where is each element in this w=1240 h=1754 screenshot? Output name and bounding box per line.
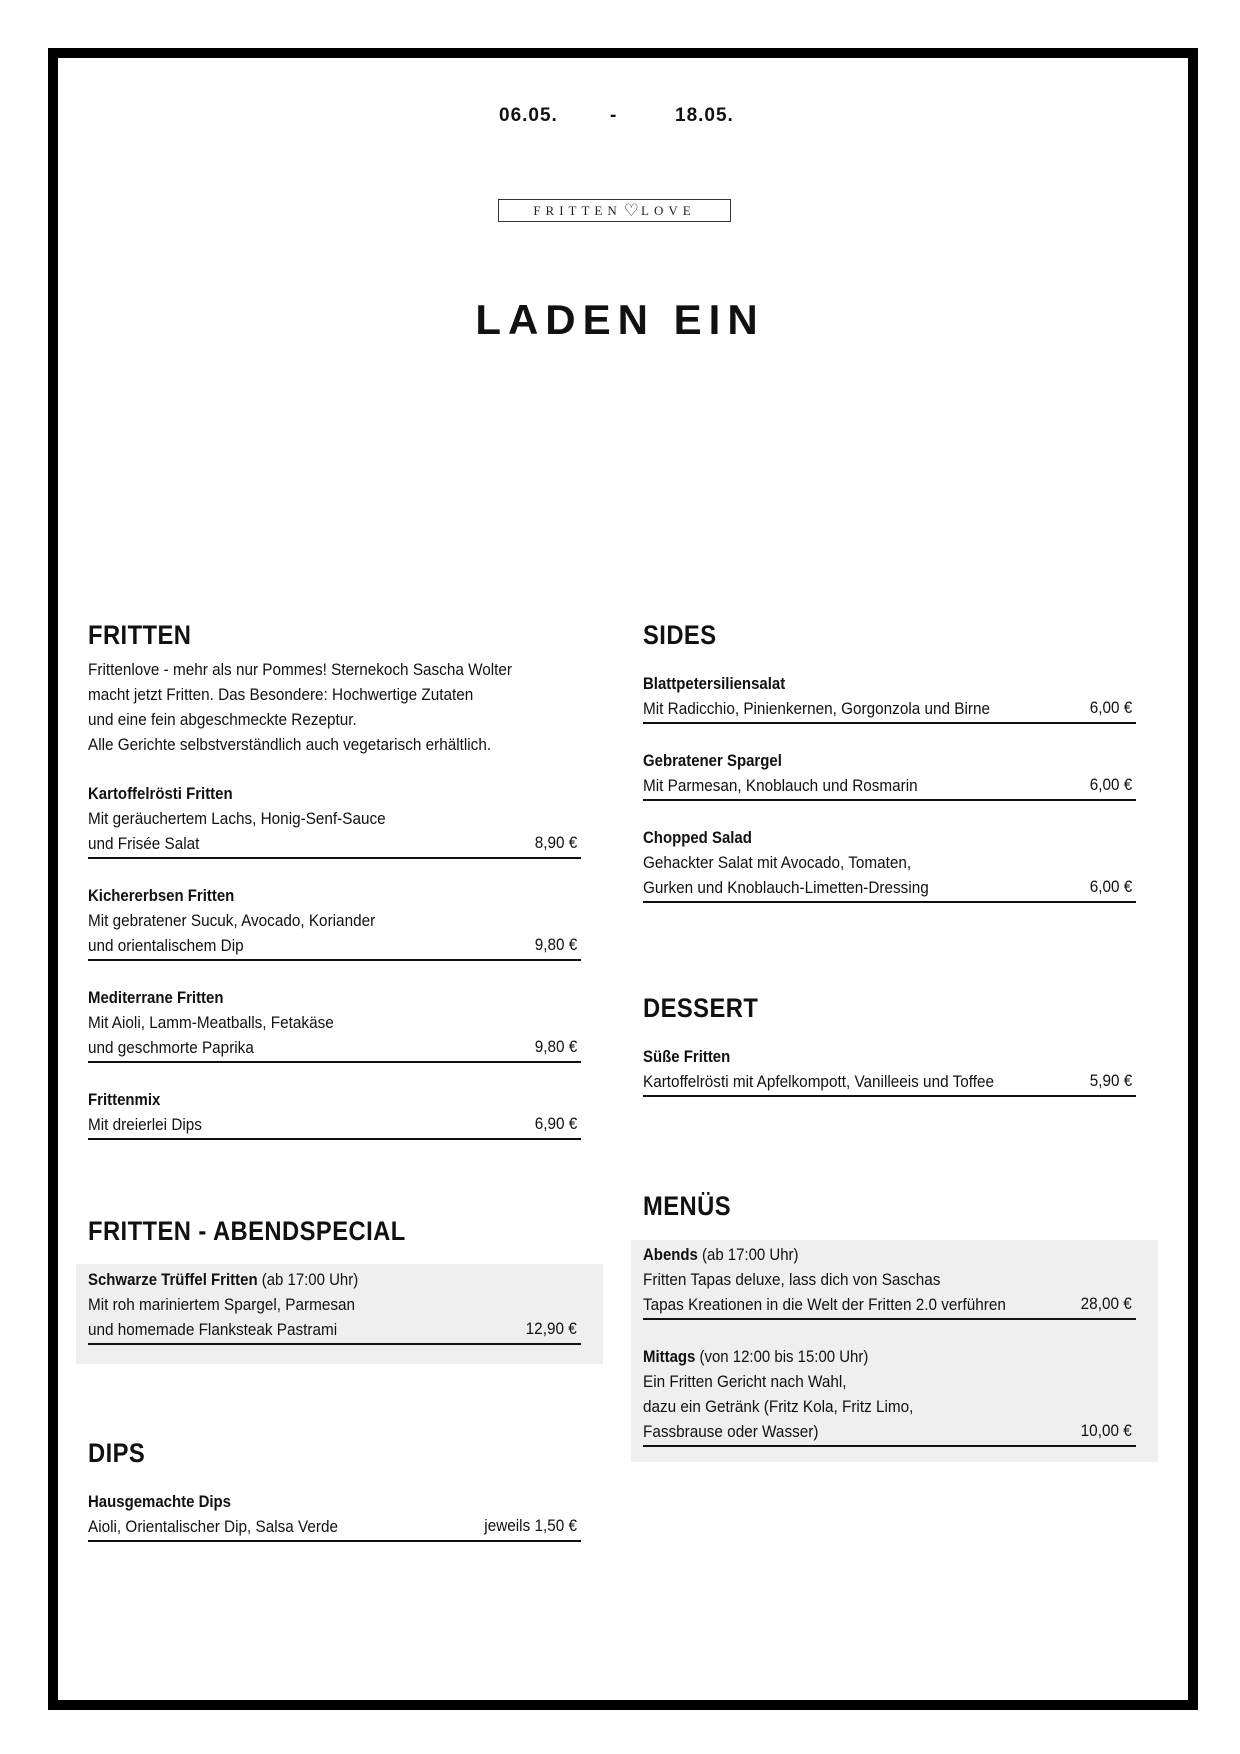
fritten-intro (88, 657, 592, 757)
intro-line: Frittenlove - mehr als nur Pommes! Sternekoch Sascha Wolter (88, 660, 513, 679)
section-abendspecial (88, 1216, 581, 1345)
section-heading: DIPS (88, 1438, 146, 1468)
menu-item (88, 985, 581, 1063)
menu-item (643, 1242, 1136, 1320)
page-title: LADEN EIN (475, 296, 765, 343)
item-description: Fassbrause oder Wasser) (643, 1422, 819, 1441)
item-description: Gurken und Knoblauch-Limetten-Dressing (643, 878, 929, 897)
item-description: Gehackter Salat mit Avocado, Tomaten, (643, 853, 912, 872)
section-fritten (88, 620, 581, 1140)
item-name (88, 1267, 358, 1292)
item-name (643, 1344, 868, 1369)
item-description: Mit dreierlei Dips (88, 1115, 202, 1134)
menu-item (88, 1267, 581, 1345)
item-name: Frittenmix (88, 1090, 161, 1109)
item-description: Aioli, Orientalischer Dip, Salsa Verde (88, 1517, 339, 1536)
item-name: Gebratener Spargel (643, 751, 782, 770)
item-name: Blattpetersiliensalat (643, 674, 786, 693)
item-price: 8,90 € (534, 833, 577, 852)
item-price: 6,00 € (1089, 698, 1132, 717)
item-name-text: Mittags (643, 1347, 696, 1366)
intro-line: und eine fein abgeschmeckte Rezeptur. (88, 710, 357, 729)
item-description: und homemade Flanksteak Pastrami (88, 1320, 338, 1339)
item-price: 5,90 € (1089, 1071, 1132, 1090)
item-name: Süße Fritten (643, 1047, 731, 1066)
fritten-love-logo (498, 199, 731, 222)
item-description: Kartoffelrösti mit Apfelkompott, Vanilleeis und Toffee (643, 1072, 994, 1091)
section-dips (88, 1438, 581, 1542)
logo-text-right: LOVE (641, 202, 696, 218)
section-dessert (643, 993, 1136, 1097)
item-description: Mit Radicchio, Pinienkernen, Gorgonzola und Birne (643, 699, 990, 718)
item-description: Fritten Tapas deluxe, lass dich von Saschas (643, 1270, 941, 1289)
item-description: und geschmorte Paprika (88, 1038, 254, 1057)
intro-line: Alle Gerichte selbstverständlich auch vegetarisch erhältlich. (88, 735, 492, 754)
menu-item (643, 1344, 1136, 1447)
item-price: 6,90 € (534, 1114, 577, 1133)
item-description: Mit geräuchertem Lachs, Honig-Senf-Sauce (88, 809, 386, 828)
item-description: Mit Parmesan, Knoblauch und Rosmarin (643, 776, 918, 795)
item-price: 10,00 € (1080, 1421, 1132, 1440)
item-description: Ein Fritten Gericht nach Wahl, (643, 1372, 847, 1391)
date-to: 18.05. (675, 105, 734, 126)
item-note: (ab 17:00 Uhr) (697, 1245, 799, 1264)
section-heading: FRITTEN (88, 620, 192, 650)
item-name: Kartoffelrösti Fritten (88, 784, 233, 803)
heart-icon: ♡ (623, 201, 640, 220)
section-sides (643, 620, 1136, 903)
menu-item (643, 671, 1136, 724)
item-price: 9,80 € (534, 935, 577, 954)
menu-item (88, 1087, 581, 1140)
item-price: jeweils 1,50 € (484, 1516, 577, 1535)
item-price: 9,80 € (534, 1037, 577, 1056)
item-name-text: Schwarze Trüffel Fritten (88, 1270, 258, 1289)
section-menus (643, 1191, 1136, 1447)
item-price: 6,00 € (1089, 775, 1132, 794)
item-description: und orientalischem Dip (88, 936, 244, 955)
menu-item (643, 825, 1136, 903)
item-name: Chopped Salad (643, 828, 752, 847)
section-heading: DESSERT (643, 993, 759, 1023)
item-price: 6,00 € (1089, 877, 1132, 896)
section-heading: MENÜS (643, 1191, 732, 1221)
intro-line: macht jetzt Fritten. Das Besondere: Hochwertige Zutaten (88, 685, 474, 704)
menu-item (643, 748, 1136, 801)
logo-text-left: FRITTEN (533, 202, 622, 218)
menu-item (88, 781, 581, 859)
item-price: 12,90 € (525, 1319, 577, 1338)
item-name: Mediterrane Fritten (88, 988, 224, 1007)
item-note: (ab 17:00 Uhr) (257, 1270, 359, 1289)
item-name (643, 1242, 798, 1267)
item-description: dazu ein Getränk (Fritz Kola, Fritz Limo, (643, 1397, 914, 1416)
item-name-text: Abends (643, 1245, 698, 1264)
item-description: Mit roh mariniertem Spargel, Parmesan (88, 1295, 356, 1314)
item-price: 28,00 € (1080, 1294, 1132, 1313)
item-note: (von 12:00 bis 15:00 Uhr) (695, 1347, 869, 1366)
item-description: und Frisée Salat (88, 834, 200, 853)
item-name: Kichererbsen Fritten (88, 886, 235, 905)
item-description: Tapas Kreationen in die Welt der Fritten 2.0 verführen (643, 1295, 1006, 1314)
section-heading: SIDES (643, 620, 717, 650)
menu-item (643, 1044, 1136, 1097)
date-from: 06.05. (499, 105, 558, 126)
item-name: Hausgemachte Dips (88, 1492, 231, 1511)
item-description: Mit Aioli, Lamm-Meatballs, Fetakäse (88, 1013, 334, 1032)
menu-item (88, 883, 581, 961)
menu-item (88, 1489, 581, 1542)
item-description: Mit gebratener Sucuk, Avocado, Koriander (88, 911, 376, 930)
section-heading: FRITTEN - ABENDSPECIAL (88, 1216, 406, 1246)
date-separator: - (610, 105, 618, 126)
